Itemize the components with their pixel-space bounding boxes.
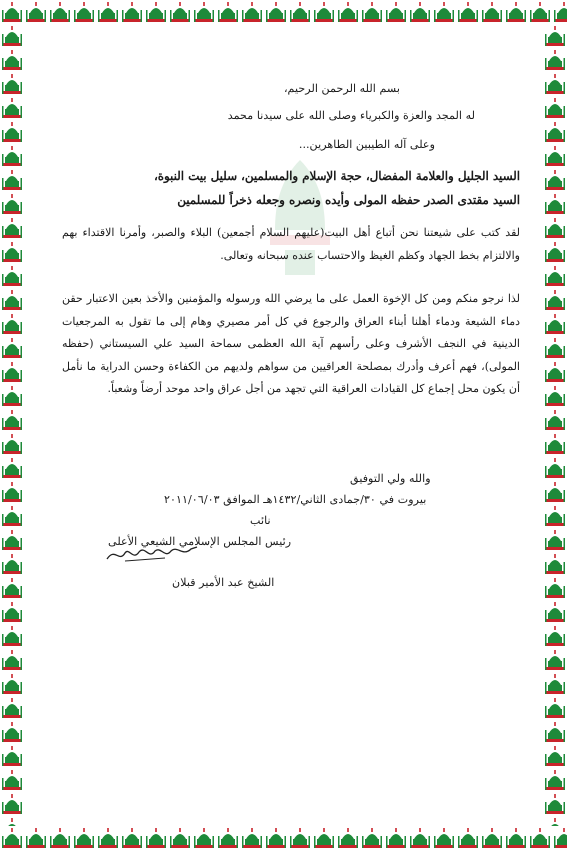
- mosque-dome-icon: [0, 504, 24, 528]
- mosque-dome-icon: [0, 96, 24, 120]
- mosque-dome-icon: [543, 648, 567, 672]
- mosque-dome-icon: [543, 480, 567, 504]
- mosque-dome-icon: [0, 216, 24, 240]
- mosque-dome-icon: [456, 0, 480, 24]
- mosque-dome-icon: [0, 192, 24, 216]
- mosque-dome-icon: [543, 768, 567, 792]
- closing-line: والله ولي التوفيق: [350, 472, 431, 485]
- mosque-dome-icon: [543, 528, 567, 552]
- mosque-dome-icon: [543, 312, 567, 336]
- mosque-dome-icon: [288, 826, 312, 850]
- mosque-dome-icon: [552, 0, 567, 24]
- handwritten-signature: [105, 543, 200, 565]
- mosque-dome-icon: [0, 144, 24, 168]
- mosque-dome-icon: [0, 552, 24, 576]
- mosque-dome-icon: [543, 168, 567, 192]
- mosque-dome-icon: [336, 826, 360, 850]
- mosque-dome-icon: [543, 744, 567, 768]
- mosque-dome-icon: [0, 480, 24, 504]
- mosque-dome-icon: [0, 120, 24, 144]
- family-line: وعلى آله الطيبين الطاهرين...: [298, 138, 435, 151]
- mosque-dome-icon: [543, 720, 567, 744]
- mosque-dome-icon: [96, 0, 120, 24]
- mosque-dome-icon: [543, 672, 567, 696]
- mosque-dome-icon: [0, 0, 24, 24]
- mosque-dome-icon: [552, 826, 567, 850]
- basmala: بسم الله الرحمن الرحيم،: [283, 82, 400, 95]
- mosque-dome-icon: [384, 0, 408, 24]
- mosque-dome-icon: [0, 288, 24, 312]
- mosque-dome-icon: [0, 456, 24, 480]
- mosque-dome-icon: [0, 826, 24, 850]
- mosque-dome-icon: [543, 504, 567, 528]
- decorative-border-top: [0, 0, 567, 24]
- mosque-dome-icon: [0, 720, 24, 744]
- mosque-dome-icon: [543, 240, 567, 264]
- mosque-dome-icon: [543, 120, 567, 144]
- mosque-dome-icon: [168, 826, 192, 850]
- position-title: رئيس المجلس الإسلامي الشيعي الأعلى: [108, 535, 292, 548]
- mosque-dome-icon: [432, 0, 456, 24]
- mosque-dome-icon: [72, 0, 96, 24]
- mosque-dome-icon: [528, 0, 552, 24]
- mosque-dome-icon: [0, 72, 24, 96]
- paragraph-1: لقد كتب على شيعتنا نحن أتباع أهل البيت(عليهم السلام أجمعين) البلاء والصبر، وأمرنا الاقتداء بهم والالتزام بخط الجهاد وكظم الغيظ والاحتساب عنده سبحانه وتعالى.: [62, 226, 520, 262]
- mosque-dome-icon: [0, 336, 24, 360]
- mosque-dome-icon: [480, 0, 504, 24]
- mosque-dome-icon: [543, 48, 567, 72]
- mosque-dome-icon: [0, 768, 24, 792]
- mosque-dome-icon: [0, 264, 24, 288]
- mosque-dome-icon: [0, 384, 24, 408]
- mosque-dome-icon: [543, 264, 567, 288]
- mosque-dome-icon: [0, 48, 24, 72]
- mosque-dome-icon: [360, 826, 384, 850]
- mosque-dome-icon: [120, 0, 144, 24]
- mosque-dome-icon: [456, 826, 480, 850]
- date-line: بيروت في ٣٠/جمادى الثاني/١٤٣٢هـ الموافق ٢٠١١/٠٦/٠٣: [164, 493, 427, 506]
- mosque-dome-icon: [0, 624, 24, 648]
- mosque-dome-icon: [264, 0, 288, 24]
- mosque-dome-icon: [0, 648, 24, 672]
- mosque-dome-icon: [192, 826, 216, 850]
- mosque-dome-icon: [0, 432, 24, 456]
- mosque-dome-icon: [543, 24, 567, 48]
- mosque-dome-icon: [543, 216, 567, 240]
- mosque-dome-icon: [408, 0, 432, 24]
- mosque-dome-icon: [24, 826, 48, 850]
- mosque-dome-icon: [96, 826, 120, 850]
- mosque-dome-icon: [0, 600, 24, 624]
- mosque-dome-icon: [0, 168, 24, 192]
- paragraph-2: لذا نرجو منكم ومن كل الإخوة العمل على ما يرضي الله ورسوله والمؤمنين والأخذ بعين الاعتبار حقن دماء الشيعة ودماء أهلنا أبناء العراق والرجوع في كل أمر مصيري وهام إلى ما تقول به المرجعيات الدينية في النجف الأشرف وعلى رأسهم آية الله العظمى سماحة السيد علي السيستاني (حفظه المولى)، فهم أعرف وأدرك بمصلحة العراقيين من سواهم ولديهم من الكفاءة وحسن الدراية ما نأمل أن يكون محل إجماع كل القيادات العراقية التي تجهد من أجل عراق واحد موحد أرضاً وشعباً.: [62, 292, 520, 396]
- mosque-dome-icon: [0, 696, 24, 720]
- mosque-dome-icon: [0, 576, 24, 600]
- mosque-dome-icon: [543, 408, 567, 432]
- mosque-dome-icon: [543, 96, 567, 120]
- mosque-dome-icon: [0, 408, 24, 432]
- decorative-border-left: [0, 24, 24, 826]
- mosque-dome-icon: [240, 826, 264, 850]
- mosque-dome-icon: [543, 192, 567, 216]
- mosque-dome-icon: [0, 312, 24, 336]
- mosque-dome-icon: [0, 528, 24, 552]
- mosque-dome-icon: [216, 826, 240, 850]
- deputy-label: نائب: [250, 514, 271, 527]
- decorative-border-right: [543, 24, 567, 826]
- mosque-dome-icon: [543, 576, 567, 600]
- mosque-dome-icon: [543, 816, 567, 826]
- mosque-dome-icon: [543, 384, 567, 408]
- mosque-dome-icon: [543, 792, 567, 816]
- signatory-name: الشيخ عبد الأمير قبلان: [172, 576, 275, 589]
- mosque-dome-icon: [24, 0, 48, 24]
- mosque-dome-icon: [528, 826, 552, 850]
- mosque-dome-icon: [543, 624, 567, 648]
- mosque-dome-icon: [543, 360, 567, 384]
- mosque-dome-icon: [168, 0, 192, 24]
- mosque-dome-icon: [543, 288, 567, 312]
- mosque-dome-icon: [384, 826, 408, 850]
- mosque-dome-icon: [0, 744, 24, 768]
- mosque-dome-icon: [312, 0, 336, 24]
- mosque-dome-icon: [504, 0, 528, 24]
- mosque-dome-icon: [0, 240, 24, 264]
- mosque-dome-icon: [48, 0, 72, 24]
- mosque-dome-icon: [543, 72, 567, 96]
- mosque-dome-icon: [543, 456, 567, 480]
- mosque-dome-icon: [543, 144, 567, 168]
- mosque-dome-icon: [288, 0, 312, 24]
- mosque-dome-icon: [48, 826, 72, 850]
- addressee-line-1: السيد الجليل والعلامة المفضال، حجة الإسلام والمسلمين، سليل بيت النبوة،: [153, 169, 520, 183]
- decorative-border-bottom: [0, 826, 567, 850]
- mosque-dome-icon: [192, 0, 216, 24]
- addressee-line-2: السيد مقتدى الصدر حفظه المولى وأيده ونصره وجعله ذخراً للمسلمين: [177, 193, 520, 207]
- mosque-dome-icon: [480, 826, 504, 850]
- mosque-dome-icon: [0, 792, 24, 816]
- mosque-dome-icon: [216, 0, 240, 24]
- mosque-dome-icon: [144, 0, 168, 24]
- mosque-dome-icon: [264, 826, 288, 850]
- mosque-dome-icon: [0, 24, 24, 48]
- mosque-dome-icon: [504, 826, 528, 850]
- mosque-dome-icon: [408, 826, 432, 850]
- mosque-dome-icon: [0, 672, 24, 696]
- mosque-dome-icon: [336, 0, 360, 24]
- letter-body: [60, 80, 520, 720]
- mosque-dome-icon: [120, 826, 144, 850]
- mosque-dome-icon: [543, 600, 567, 624]
- mosque-dome-icon: [432, 826, 456, 850]
- mosque-dome-icon: [144, 826, 168, 850]
- mosque-dome-icon: [0, 816, 24, 826]
- mosque-dome-icon: [0, 360, 24, 384]
- mosque-dome-icon: [240, 0, 264, 24]
- mosque-dome-icon: [543, 336, 567, 360]
- mosque-dome-icon: [312, 826, 336, 850]
- mosque-dome-icon: [543, 552, 567, 576]
- mosque-dome-icon: [360, 0, 384, 24]
- mosque-dome-icon: [72, 826, 96, 850]
- mosque-dome-icon: [543, 432, 567, 456]
- mosque-dome-icon: [543, 696, 567, 720]
- praise-line: له المجد والعزة والكبرياء وصلى الله على سيدنا محمد: [227, 109, 475, 122]
